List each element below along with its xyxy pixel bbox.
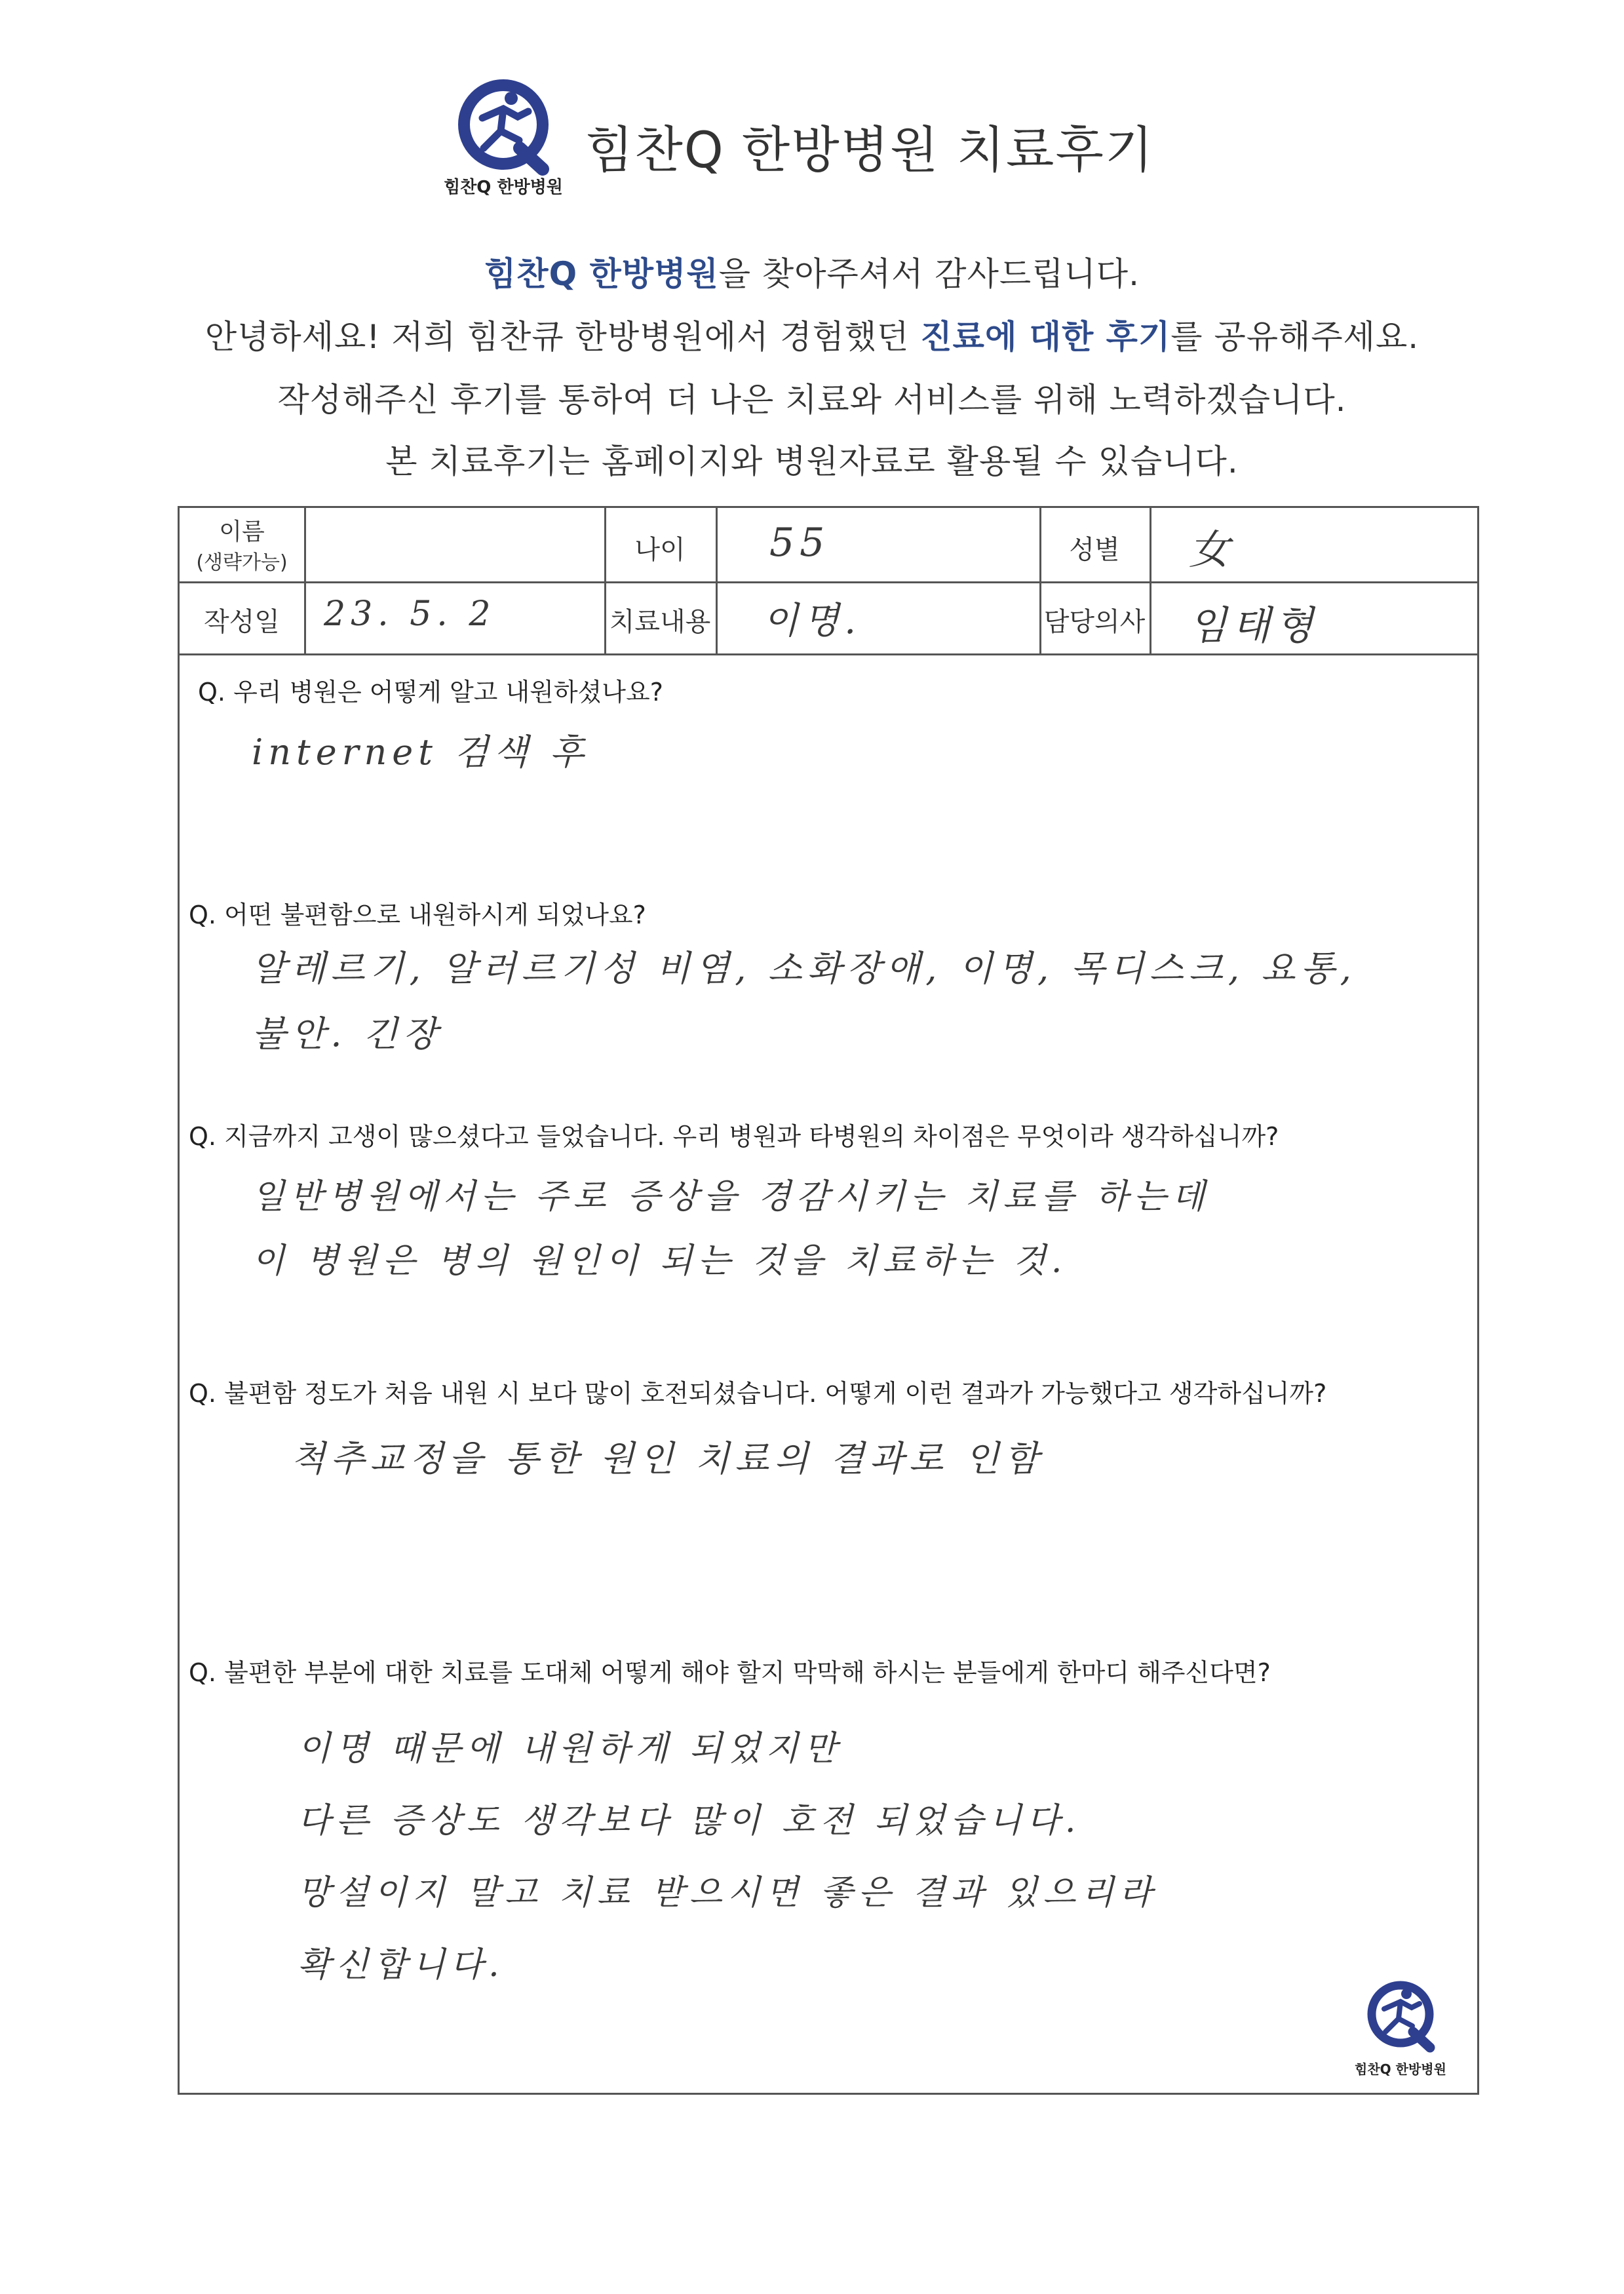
gender-label: 성별: [1069, 535, 1120, 565]
answer-5-line-2: 다른 증상도 생각보다 많이 호전 되었습니다.: [298, 1801, 1081, 1840]
name-label-note: (생략가능): [196, 551, 288, 574]
answer-3-line-2: 이 병원은 병의 원인이 되는 것을 치료하는 것.: [252, 1241, 1068, 1281]
svg-text:힘찬Q 한방병원: 힘찬Q 한방병원: [444, 178, 563, 197]
treatment-value: 이명.: [763, 600, 861, 642]
divider: [716, 508, 718, 653]
treatment-label: 치료내용: [609, 607, 711, 637]
intro-line-4: 본 치료후기는 홈페이지와 병원자료로 활용될 수 있습니다.: [385, 442, 1239, 480]
intro-line-2-pre: 안녕하세요! 저희 힘찬큐 한방병원에서 경험했던: [204, 318, 921, 356]
answer-3-line-1: 일반병원에서는 주로 증상을 경감시키는 치료를 하는데: [252, 1177, 1210, 1216]
intro-line-3: 작성해주신 후기를 통하여 더 나은 치료와 서비스를 위해 노력하겠습니다.: [277, 381, 1347, 419]
logo-q-icon: [438, 77, 569, 202]
name-label: 이름: [219, 518, 265, 545]
question-5: Q. 불편한 부분에 대한 치료를 도대체 어떻게 해야 할지 막막해 하시는 분들에게 한마디 해주신다면?: [189, 1658, 1271, 1687]
question-2: Q. 어떤 불편함으로 내원하시게 되었나요?: [189, 901, 646, 929]
age-label: 나이: [634, 535, 686, 565]
doctor-label: 담당의사: [1043, 607, 1146, 637]
answer-2-line-2: 불안. 긴장: [252, 1013, 442, 1055]
divider: [180, 581, 1477, 583]
answer-4-line-1: 척추교정을 통한 원인 치료의 결과로 인함: [291, 1438, 1044, 1479]
doctor-value: 임태형: [1189, 603, 1319, 649]
question-3: Q. 지금까지 고생이 많으셨다고 들었습니다. 우리 병원과 타병원의 차이점은 무엇이라 생각하십니까?: [189, 1122, 1279, 1151]
gender-value: 女: [1189, 526, 1235, 574]
intro-line-2-post: 를 공유해주세요.: [1170, 318, 1420, 356]
divider: [304, 508, 306, 653]
hospital-logo-small: [1351, 1978, 1450, 2080]
page-title: 힘찬Q 한방병원 치료후기: [585, 121, 1155, 179]
age-value: 55: [769, 520, 830, 566]
review-em: 진료에 대한 후기: [920, 318, 1171, 356]
logo-q-icon: [1351, 1978, 1450, 2080]
hospital-logo: [438, 77, 569, 202]
date-value: 23. 5. 2: [324, 594, 496, 634]
answer-1-line-1: internet 검색 후: [252, 731, 589, 773]
answer-5-line-1: 이명 때문에 내원하게 되었지만: [298, 1729, 842, 1768]
divider: [1150, 508, 1151, 653]
question-1: Q. 우리 병원은 어떻게 알고 내원하셨나요?: [198, 678, 663, 707]
intro-line-1: [0, 248, 1624, 295]
hospital-name-em: 힘찬Q 한방병원: [484, 255, 719, 293]
answer-5-line-3: 망설이지 말고 치료 받으시면 좋은 결과 있으리라: [298, 1873, 1157, 1913]
intro-line-2: [0, 311, 1624, 358]
divider: [180, 653, 1477, 655]
answer-5-line-4: 확신합니다.: [298, 1945, 505, 1985]
svg-text:힘찬Q 한방병원: 힘찬Q 한방병원: [1355, 2061, 1446, 2077]
question-4: Q. 불편함 정도가 처음 내원 시 보다 많이 호전되셨습니다. 어떻게 이런 결과가 가능했다고 생각하십니까?: [189, 1379, 1327, 1408]
answer-2-line-1: 알레르기, 알러르기성 비염, 소화장애, 이명, 목디스크, 요통,: [252, 948, 1357, 989]
review-form: [178, 506, 1479, 2095]
date-label: 작성일: [204, 607, 280, 637]
intro-line-1-rest: 을 찾아주셔서 감사드립니다.: [718, 255, 1140, 293]
